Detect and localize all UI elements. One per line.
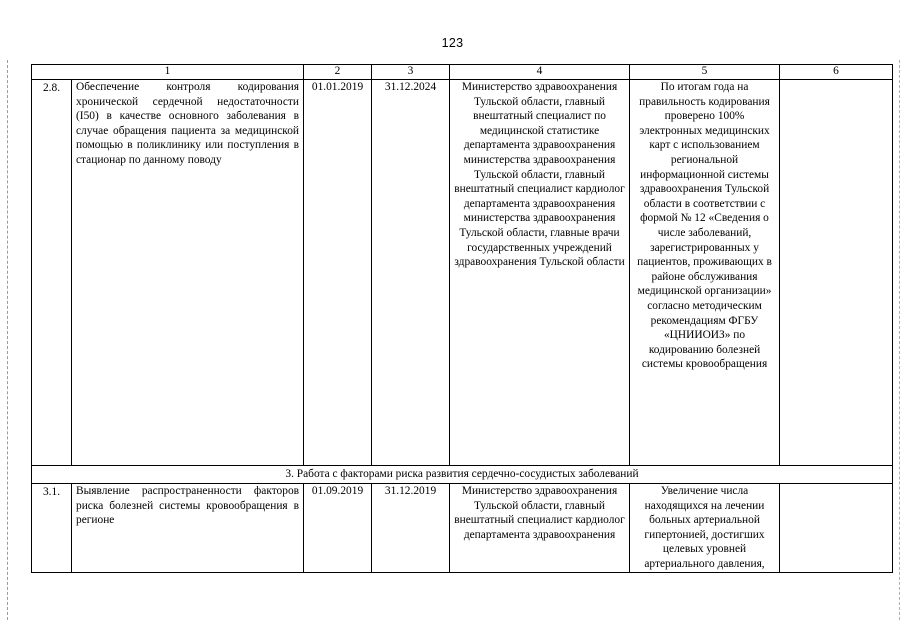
start-date: 01.01.2019 (304, 80, 372, 466)
start-date: 01.09.2019 (304, 484, 372, 573)
table-row (32, 484, 893, 573)
task-description: Обеспечение контроля кодирования хронической сердечной недостаточности (I50) в качестве основного заболевания в случае обращения пациента за медицинской помощью в поликлинику или поступления в стационар по данному поводу (72, 80, 304, 466)
result-description: По итогам года на правильность кодирования проверено 100% электронных медицинских карт с использованием региональной информационной системы здравоохранения Тульской области в соответствии с формой № 12 «Сведения о числе заболеваний, зарегистрированных у пациентов, проживающих в районе обслуживания медицинской организации» согласно методическим рекомендациям ФГБУ «ЦНИИОИЗ» по кодированию болезней системы кровообращения (630, 80, 780, 466)
result-description: Увеличение числа находящихся на лечении больных артериальной гипертонией, достигших целевых уровней артериального давления, (630, 484, 780, 573)
header-col-5: 5 (630, 65, 780, 80)
row-number: 2.8. (32, 80, 72, 466)
row-number: 3.1. (32, 484, 72, 573)
section-title: 3. Работа с факторами риска развития сердечно-сосудистых заболеваний (32, 466, 893, 484)
responsible-party: Министерство здравоохранения Тульской области, главный внештатный специалист по медицинской статистике департамента здравоохранения министерства здравоохранения Тульской области, главный внештатный специалист кардиолог департамента здравоохранения министерства здравоохранения Тульской области, главные врачи государственных учреждений здравоохранения Тульской области (450, 80, 630, 466)
header-row (32, 65, 893, 80)
table-row (32, 80, 893, 466)
header-col-6: 6 (780, 65, 893, 80)
note-cell (780, 484, 893, 573)
task-description: Выявление распространенности факторов риска болезней системы кровообращения в регионе (72, 484, 304, 573)
section-row (32, 466, 893, 484)
header-col-3: 3 (372, 65, 450, 80)
responsible-party: Министерство здравоохранения Тульской области, главный внештатный специалист кардиолог департамента здравоохранения (450, 484, 630, 573)
scan-edge-left (7, 60, 8, 620)
measures-table (31, 64, 893, 573)
header-col-2: 2 (304, 65, 372, 80)
end-date: 31.12.2024 (372, 80, 450, 466)
scan-edge-right (899, 60, 900, 620)
header-col-4: 4 (450, 65, 630, 80)
page-number: 123 (441, 36, 464, 50)
end-date: 31.12.2019 (372, 484, 450, 573)
header-col-1: 1 (32, 65, 304, 80)
note-cell (780, 80, 893, 466)
